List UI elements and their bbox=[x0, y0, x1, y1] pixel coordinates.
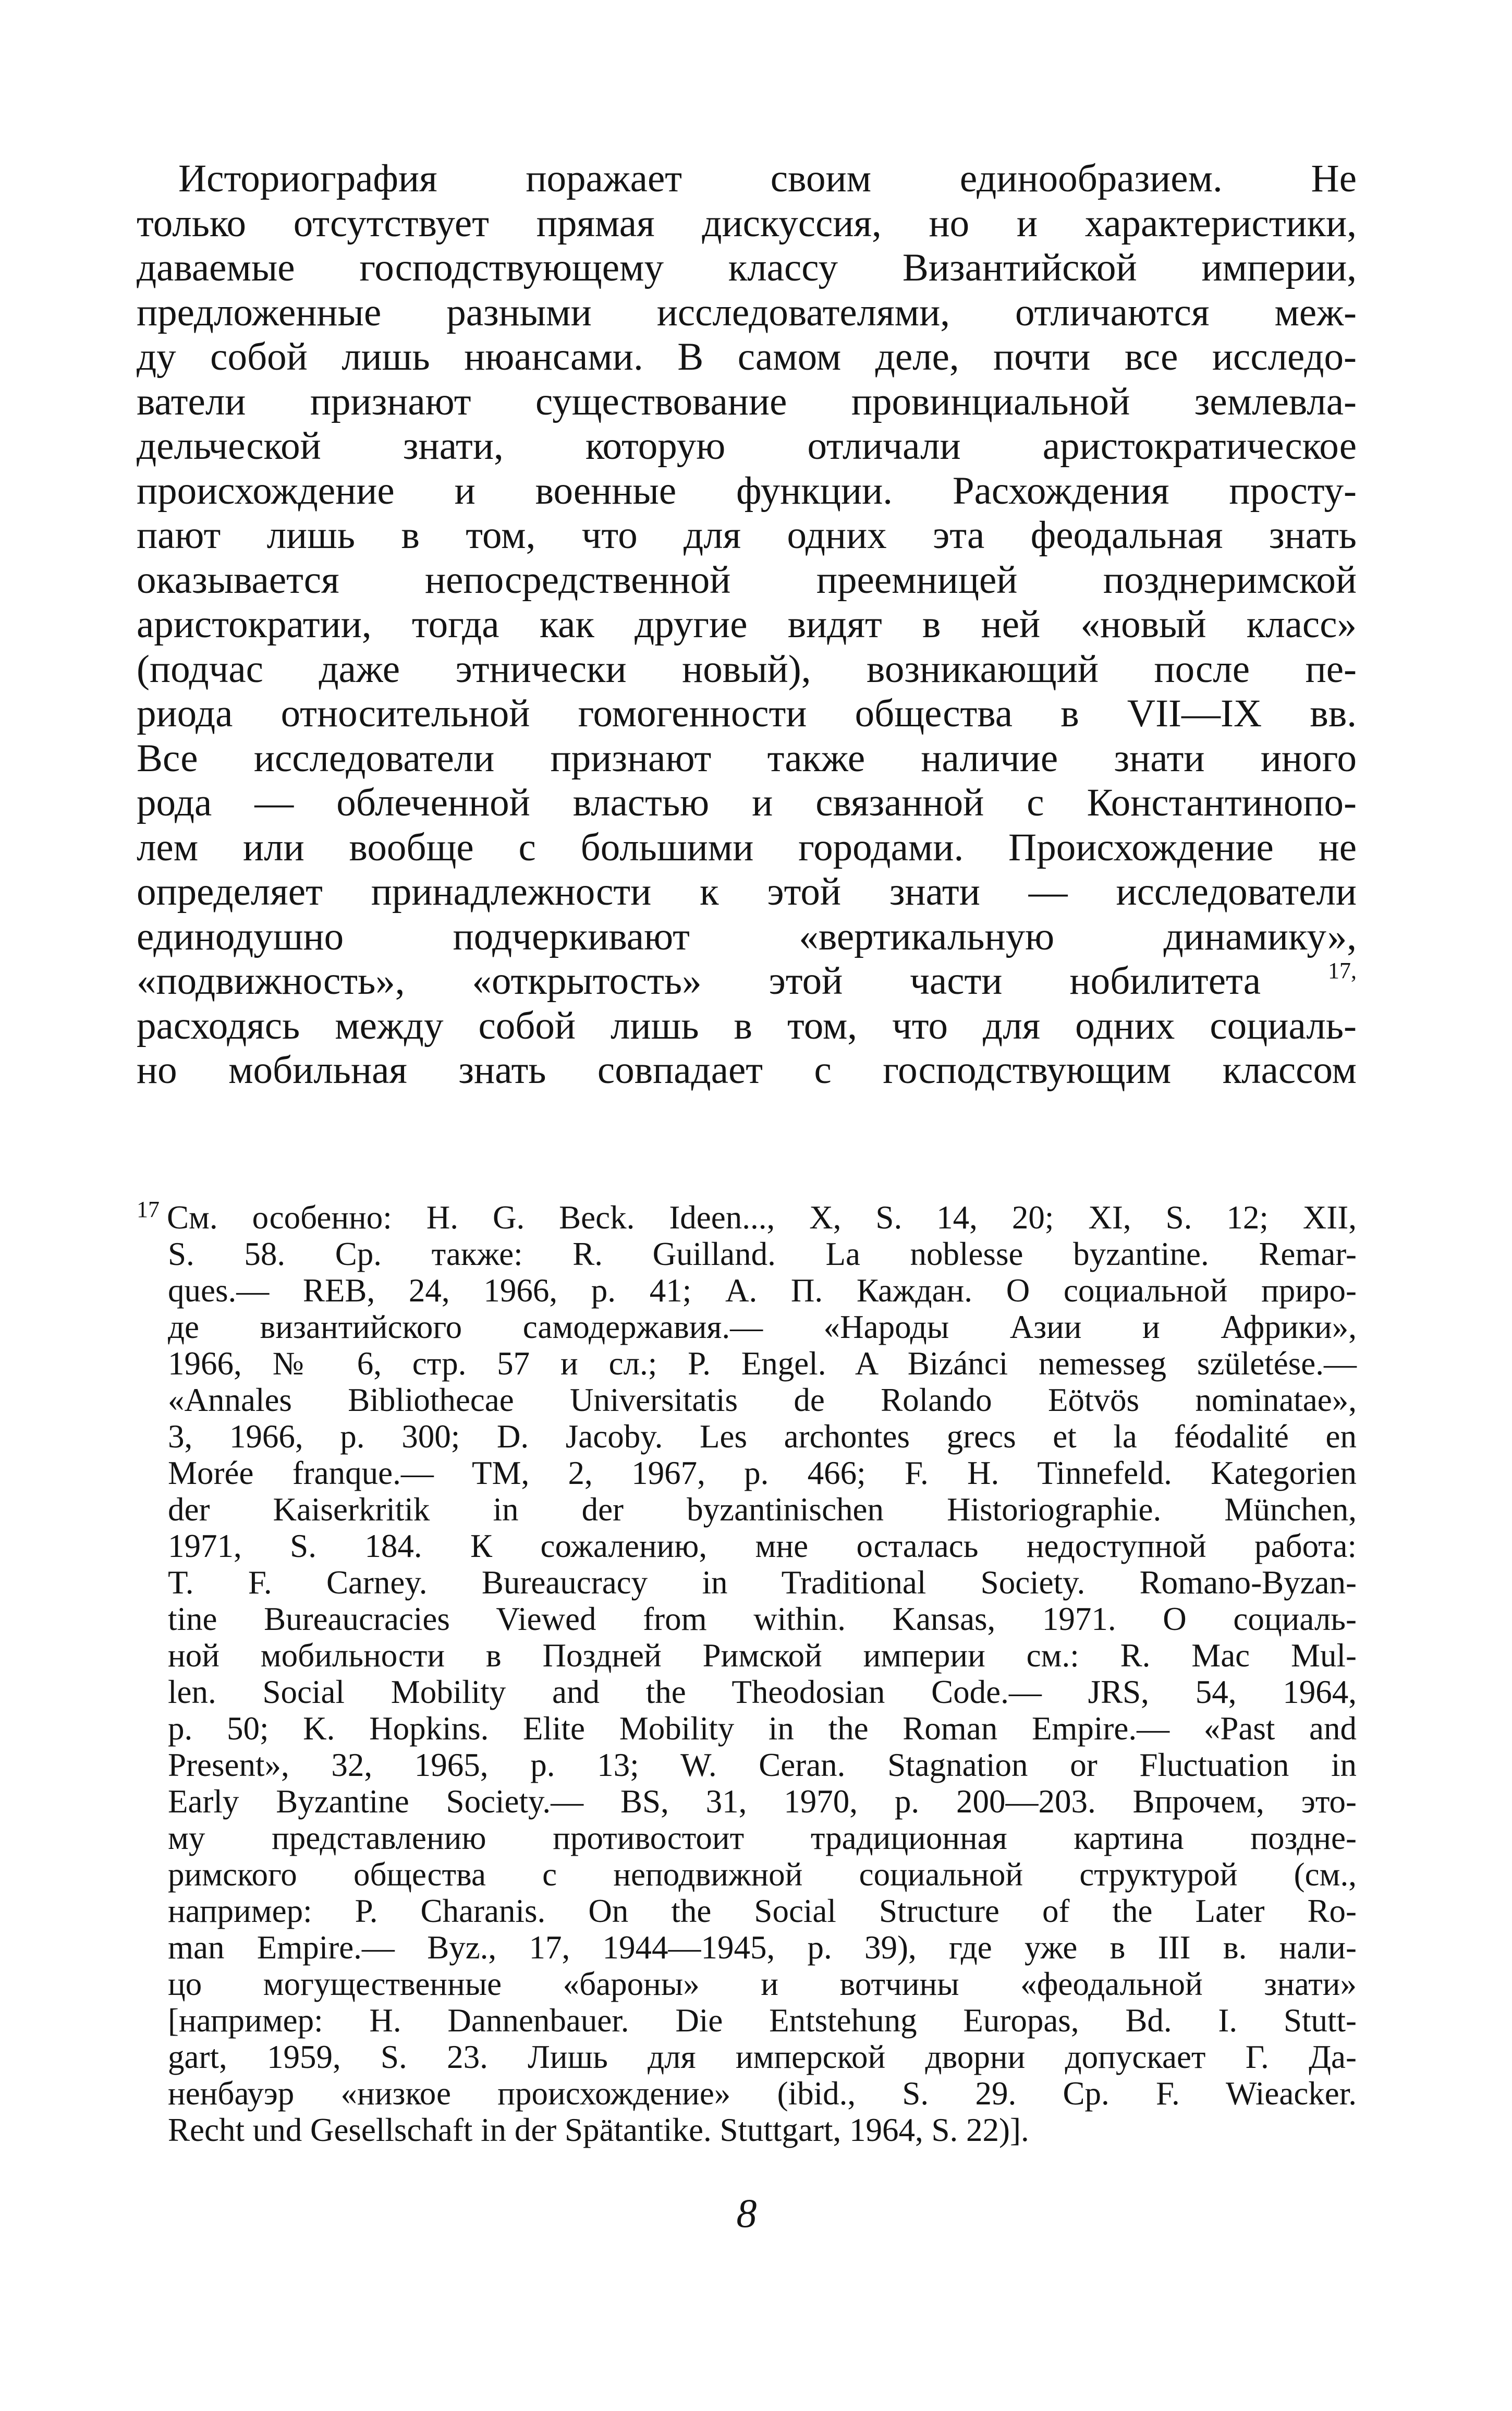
footnote-line: S. 58. Ср. также: R. Guilland. La noblesse byzantine. Remar- bbox=[168, 1236, 1357, 1272]
footnote-17 bbox=[137, 1199, 1357, 2148]
footnote-line: T. F. Carney. Bureaucracy in Traditional Society. Romano-Byzan- bbox=[168, 1564, 1357, 1601]
text-line: пают лишь в том, что для одних эта феодальная знать bbox=[137, 514, 1357, 557]
main-text bbox=[137, 156, 1357, 1093]
footnote-line: ной мобильности в Поздней Римской империи см.: R. Mac Mul- bbox=[168, 1637, 1357, 1674]
footnote-reference-punct: , bbox=[1351, 958, 1357, 983]
footnote-line bbox=[137, 1199, 1357, 1236]
footnote-line: де византийского самодержавия.— «Народы Азии и Африки», bbox=[168, 1309, 1357, 1345]
text-line: единодушно подчеркивают «вертикальную динамику», bbox=[137, 915, 1357, 958]
footnote-line: Morée franque.— TM, 2, 1967, p. 466; F. H. Tinnefeld. Kategorien bbox=[168, 1455, 1357, 1491]
footnote-line: му представлению противостоит традиционная картина поздне- bbox=[168, 1820, 1357, 1856]
text-line: риода относительной гомогенности общества в VII—IX вв. bbox=[137, 692, 1357, 735]
footnote-line: der Kaiserkritik in der byzantinischen Historiographie. München, bbox=[168, 1491, 1357, 1528]
text-line: определяет принадлежности к этой знати — исследователи bbox=[137, 870, 1357, 914]
text-line: (подчас даже этнически новый), возникающий после пе- bbox=[137, 647, 1357, 691]
book-page bbox=[137, 156, 1357, 2236]
text-line: расходясь между собой лишь в том, что для одних социаль- bbox=[137, 1004, 1357, 1048]
text-line: происхождение и военные функции. Расхождения просту- bbox=[137, 469, 1357, 513]
text-line: аристократии, тогда как другие видят в ней «новый класс» bbox=[137, 603, 1357, 646]
footnote-line: Early Byzantine Society.— BS, 31, 1970, p. 200—203. Впрочем, это- bbox=[168, 1783, 1357, 1820]
footnote-line: man Empire.— Byz., 17, 1944—1945, p. 39), где уже в III в. нали- bbox=[168, 1929, 1357, 1966]
text-line-with-footnote-ref bbox=[137, 959, 1357, 1004]
footnote-reference[interactable] bbox=[1328, 958, 1357, 983]
footnote-line: римского общества с неподвижной социальной структурой (см., bbox=[168, 1856, 1357, 1893]
footnote-line: Recht und Gesellschaft in der Spätantike. Stuttgart, 1964, S. 22)]. bbox=[168, 2112, 1029, 2148]
text-line: лем или вообще с большими городами. Происхождение не bbox=[137, 825, 1357, 869]
text-line: ду собой лишь нюансами. В самом деле, почти все исследо- bbox=[137, 335, 1357, 379]
footnote-line: len. Social Mobility and the Theodosian Code.— JRS, 54, 1964, bbox=[168, 1674, 1357, 1710]
footnote-reference-number: 17 bbox=[1328, 958, 1351, 983]
footnote-line: 1971, S. 184. К сожалению, мне осталась недоступной работа: bbox=[168, 1528, 1357, 1564]
text-line: ватели признают существование провинциальной землевла- bbox=[137, 380, 1357, 423]
footnote-line: «Annales Bibliothecae Universitatis de Rolando Eötvös nominatae», bbox=[168, 1382, 1357, 1418]
text-line: рода — облеченной властью и связанной с Константинопо- bbox=[137, 781, 1357, 824]
footnote-line: gart, 1959, S. 23. Лишь для имперской дворни допускает Г. Да- bbox=[168, 2039, 1357, 2075]
text-line-content: «подвижность», «открытость» этой части нобилитета bbox=[137, 959, 1261, 1003]
footnote-line: ненбауэр «низкое происхождение» (ibid., S. 29. Ср. F. Wieacker. bbox=[168, 2075, 1357, 2112]
footnote-line: p. 50; K. Hopkins. Elite Mobility in the Roman Empire.— «Past and bbox=[168, 1710, 1357, 1747]
footnote-line: [например: H. Dannenbauer. Die Entstehung Europas, Bd. I. Stutt- bbox=[168, 2002, 1357, 2039]
footnote-line: tine Bureaucracies Viewed from within. Kansas, 1971. О социаль- bbox=[168, 1601, 1357, 1637]
footnote-line: Present», 32, 1965, p. 13; W. Ceran. Stagnation or Fluctuation in bbox=[168, 1747, 1357, 1783]
footnote-line: 3, 1966, p. 300; D. Jacoby. Les archontes grecs et la féodalité en bbox=[168, 1418, 1357, 1455]
footnote-line-text: См. особенно: H. G. Beck. Ideen..., X, S. 14, 20; XI, S. 12; XII, bbox=[167, 1199, 1357, 1236]
text-line: Все исследователи признают также наличие знати иного bbox=[137, 736, 1357, 780]
text-line: дельческой знати, которую отличали аристократическое bbox=[137, 424, 1357, 468]
text-line: даваемые господствующему классу Византийской империи, bbox=[137, 246, 1357, 289]
footnote-mark: 17 bbox=[137, 1197, 160, 1222]
footnote-line: цо могущественные «бароны» и вотчины «феодальной знати» bbox=[168, 1966, 1357, 2002]
footnote-line: ques.— REB, 24, 1966, p. 41; А. П. Каждан. О социальной приро- bbox=[168, 1272, 1357, 1309]
text-line: предложенные разными исследователями, отличаются меж- bbox=[137, 290, 1357, 334]
footnote-line: например: P. Charanis. On the Social Structure of the Later Ro- bbox=[168, 1893, 1357, 1929]
text-line: но мобильная знать совпадает с господствующим классом bbox=[137, 1049, 1357, 1092]
text-line: оказывается непосредственной преемницей позднеримской bbox=[137, 558, 1357, 602]
page-number: 8 bbox=[736, 2190, 757, 2236]
footnote-line: 1966, № 6, стр. 57 и сл.; P. Engel. A Bizánci nemesseg születése.— bbox=[168, 1345, 1357, 1382]
text-line: Историография поражает своим единообразием. Не bbox=[178, 157, 1357, 200]
text-line: только отсутствует прямая дискуссия, но и характеристики, bbox=[137, 201, 1357, 245]
